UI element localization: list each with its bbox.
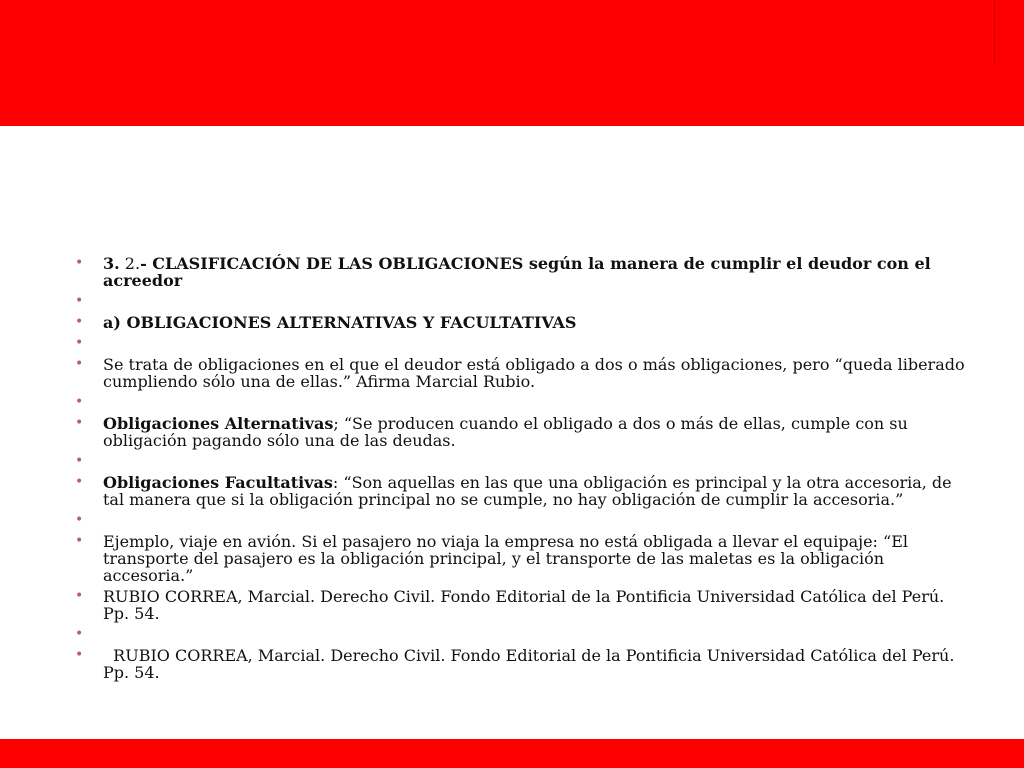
list-item-citation: • RUBIO CORREA, Marcial. Derecho Civil. Fondo Editorial de la Pontificia Universidad Católica del Perú. Pp. 54.	[75, 647, 965, 681]
heading-title: - CLASIFICACIÓN DE LAS OBLIGACIONES según la manera de cumplir el deudor con el acreedor	[103, 254, 931, 290]
list-item-example: • Ejemplo, viaje en avión. Si el pasajero no viaja la empresa no está obligada a llevar el equipaje: “El transporte del pasajero es la obligación principal, y el transporte de las maletas es la obligación accesoria.”	[75, 533, 965, 584]
subheading-text: a) OBLIGACIONES ALTERNATIVAS Y FACULTATIVAS	[103, 313, 577, 332]
heading-subnumber: 2.	[119, 254, 141, 273]
list-item-facultativas	[75, 474, 965, 508]
term-alternativas: Obligaciones Alternativas	[103, 414, 334, 433]
term-facultativas: Obligaciones Facultativas	[103, 473, 333, 492]
definition-facultativas: : “Son aquellas en las que una obligación es principal y la otra accesoria, de tal manera que si la obligación principal no se cumple, no hay obligación de cumplir la accesoria.”	[103, 473, 952, 509]
list-item-empty	[75, 335, 965, 352]
list-item-empty	[75, 394, 965, 411]
list-item-heading	[75, 255, 965, 289]
list-item-subheading	[75, 314, 965, 331]
heading-number: 3.	[103, 254, 120, 273]
list-item-empty	[75, 453, 965, 470]
list-item-empty	[75, 512, 965, 529]
list-item-citation: • RUBIO CORREA, Marcial. Derecho Civil. Fondo Editorial de la Pontificia Universidad Católica del Perú. Pp. 54.	[75, 588, 965, 622]
list-item-alternativas	[75, 415, 965, 449]
top-band-edge-line	[994, 0, 995, 66]
definition-alternativas: ; “Se producen cuando el obligado a dos o más de ellas, cumple con su obligación pagando sólo una de las deudas.	[103, 414, 908, 450]
list-item-empty	[75, 626, 965, 643]
bullet-list	[75, 255, 965, 681]
bottom-red-band	[0, 739, 1024, 768]
list-item-definition: • Se trata de obligaciones en el que el deudor está obligado a dos o más obligaciones, pero “queda liberado cumpliendo sólo una de ellas.” Afirma Marcial Rubio.	[75, 356, 965, 390]
slide-content	[75, 255, 965, 681]
top-red-band	[0, 0, 1024, 126]
list-item-empty	[75, 293, 965, 310]
